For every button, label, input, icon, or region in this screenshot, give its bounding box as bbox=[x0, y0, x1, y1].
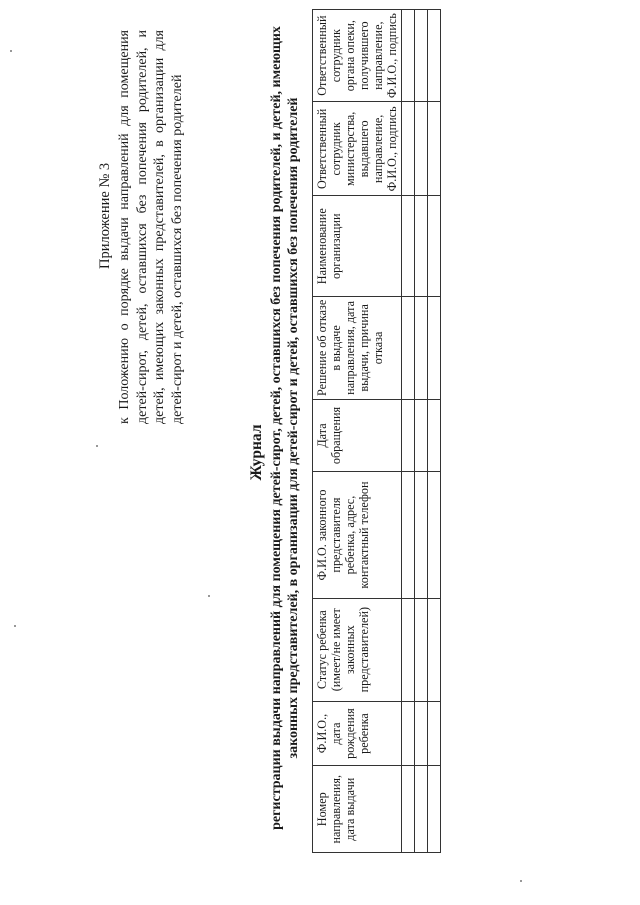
scan-speck bbox=[208, 595, 210, 597]
annex-title: Приложение № 3 bbox=[97, 162, 113, 269]
table-row bbox=[428, 10, 441, 853]
header-cell: Ответственный сотрудник органа опеки, получившего направление, Ф.И.О., подпись bbox=[313, 10, 402, 102]
journal-table bbox=[312, 9, 441, 853]
header-cell: Ф.И.О. законного представителя ребенка, адрес, контактный телефон bbox=[313, 472, 402, 599]
header-cell: Номер направления, дата выдачи bbox=[313, 766, 402, 853]
header-cell: Дата обращения bbox=[313, 399, 402, 471]
header-cell: Наименование организации bbox=[313, 196, 402, 297]
scan-speck bbox=[96, 445, 98, 447]
header-cell: Ответственный сотрудник министерства, выдавшего направление, Ф.И.О., подпись bbox=[313, 102, 402, 196]
scan-speck bbox=[10, 50, 12, 52]
header-cell: Статус ребенка (имеет/не имеет законных представителей) bbox=[313, 598, 402, 701]
header-cell: Ф.И.О., дата рождения ребенка bbox=[313, 701, 402, 766]
table-row bbox=[402, 10, 415, 853]
table-header-row bbox=[313, 10, 402, 853]
table-row bbox=[415, 10, 428, 853]
scan-speck bbox=[14, 625, 16, 627]
scan-speck bbox=[520, 880, 522, 882]
header-cell: Решение об отказе в выдаче направления, дата выдачи, причина отказа bbox=[313, 297, 402, 400]
journal-title: Журнал bbox=[248, 424, 265, 481]
journal-subtitle: регистрации выдачи направлений для помещения детей-сирот, детей, оставшихся без попечения родителей, и детей, имеющих законных представителей, в организации для детей-сирот и детей, оставшихся без попечения родителей bbox=[269, 26, 301, 830]
annex-body: к Положению о порядке выдачи направлений для помещения детей-сирот, детей, оставшихся без попечения родителей, и детей, имеющих законных представителей, в организации для детей-сирот и детей, оставшихся без попечения родителей bbox=[117, 30, 185, 424]
